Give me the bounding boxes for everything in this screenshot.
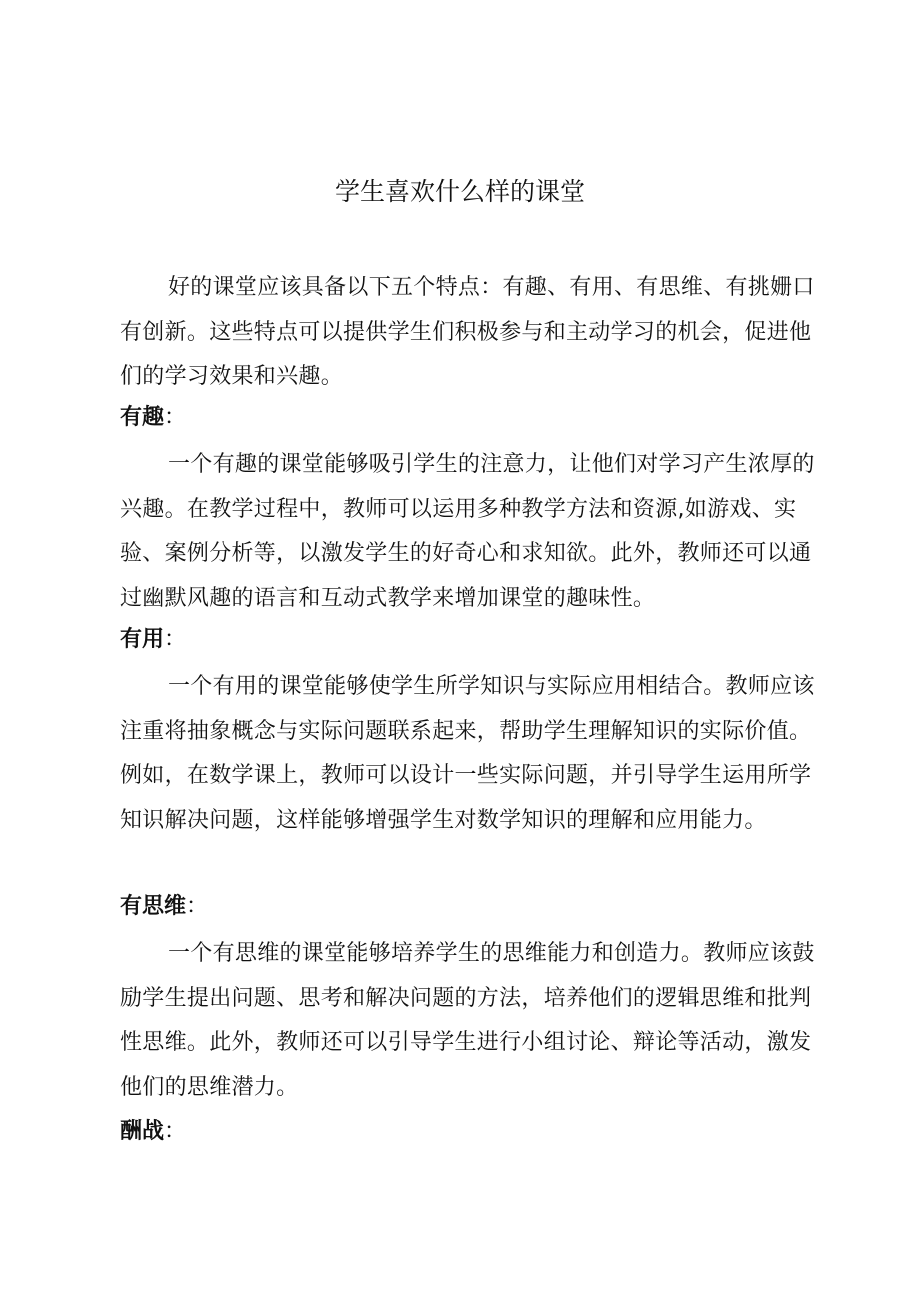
section-body-block-useful [120, 665, 832, 843]
section-heading-colon: ： [164, 1119, 187, 1144]
section-heading-label: 有思维 [120, 894, 187, 919]
section-heading-label: 酬战 [120, 1119, 165, 1144]
section-heading-colon: ： [164, 405, 187, 430]
section-body-useful: 一个有用的课堂能够使学生所学知识与实际应用相结合。教师应该注重将抽象概念与实际问题联系起来，帮助学生理解知识的实际价值。例如，在数学课上，教师可以设计一些实际问题，并引导学生运用所学知识解决问题，这样能够增强学生对数学知识的理解和应用能力。 [120, 674, 815, 833]
section-heading-thinking [120, 885, 208, 929]
page-title: 学生喜欢什么样的课堂 [334, 177, 585, 206]
section-heading-challenge [120, 1110, 186, 1154]
section-body-thinking: 一个有思维的课堂能够培养学生的思维能力和创造力。教师应该鼓励学生提出问题、思考和解决问题的方法，培养他们的逻辑思维和批判性思维。此外，教师还可以引导学生进行小组讨论、辩论等活动，激发他们的思维潜力。 [120, 941, 815, 1100]
section-body-interesting: 一个有趣的课堂能够吸引学生的注意力，让他们对学习产生浓厚的兴趣。在教学过程中，教师可以运用多种教学方法和资源,如游戏、实验、案例分析等，以激发学生的好奇心和求知欲。此外，教师还可以通过幽默风趣的语言和互动式教学来增加课堂的趣味性。 [120, 452, 815, 611]
section-heading-colon: ： [186, 894, 209, 919]
section-body-block-thinking [120, 932, 832, 1110]
intro-paragraph-block [120, 266, 832, 400]
section-heading-interesting [120, 396, 186, 440]
section-body-block-interesting [120, 443, 832, 621]
intro-paragraph: 好的课堂应该具备以下五个特点：有趣、有用、有思维、有挑姗口有创新。这些特点可以提供学生们积极参与和主动学习的机会，促进他们的学习效果和兴趣。 [120, 275, 815, 389]
section-heading-colon: ： [164, 627, 187, 652]
section-heading-useful [120, 618, 186, 662]
section-heading-label: 有用 [120, 627, 165, 652]
section-heading-label: 有趣 [120, 405, 165, 430]
